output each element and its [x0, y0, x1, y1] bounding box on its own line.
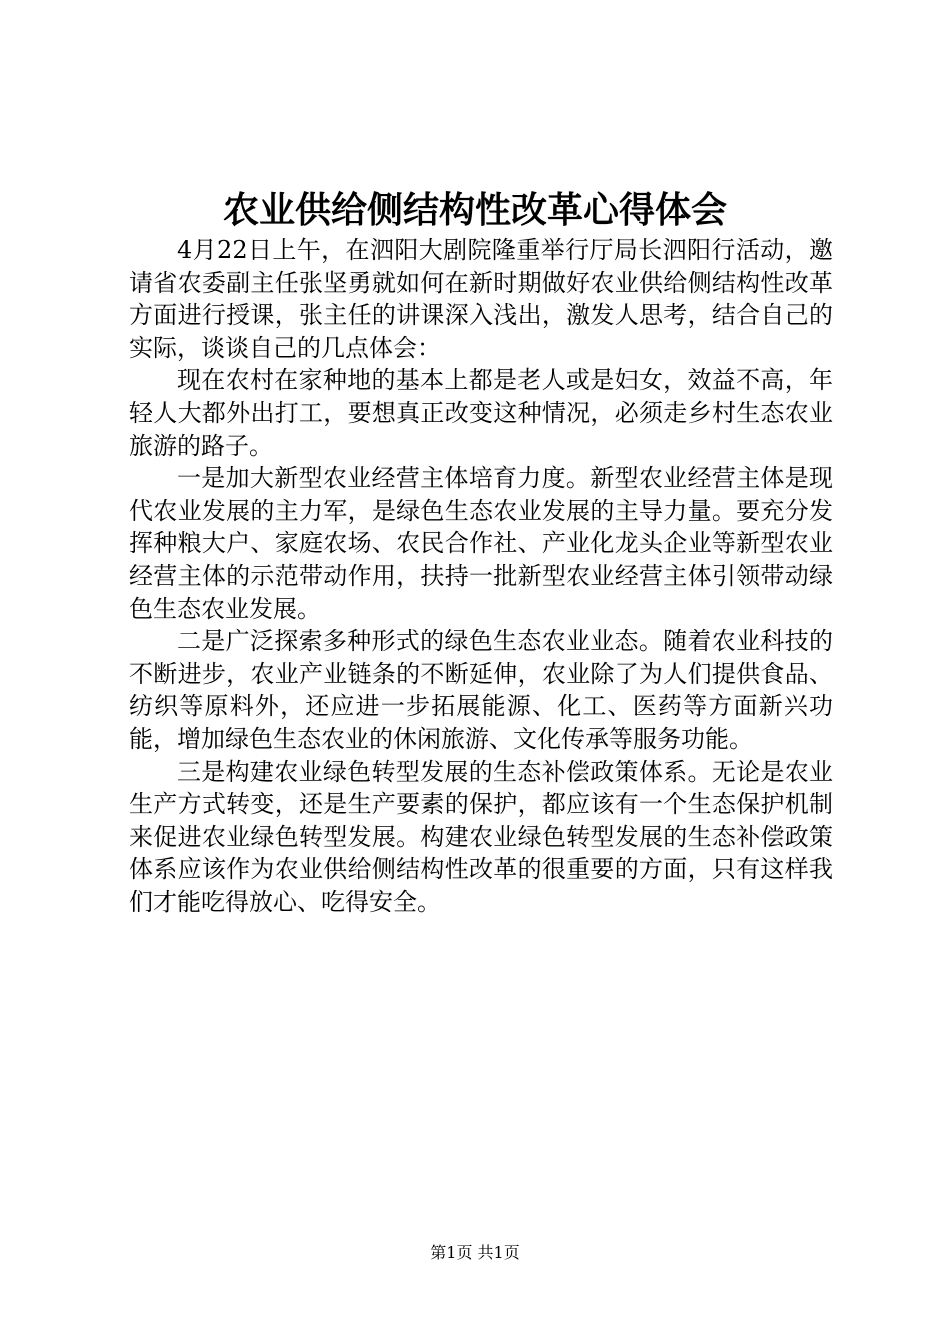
page-title: 农业供给侧结构性改革心得体会 [222, 189, 727, 231]
paragraph-point-two: 二是广泛探索多种形式的绿色生态农业业态。随着农业科技的不断进步，农业产业链条的不断延伸，农业除了为人们提供食品、纺织等原料外，还应进一步拓展能源、化工、医药等方面新兴功能，增加绿色生态农业的休闲旅游、文化传承等服务功能。 [129, 627, 833, 753]
paragraph-current-situation: 现在农村在家种地的基本上都是老人或是妇女，效益不高，年轻人大都外出打工，要想真正改变这种情况，必须走乡村生态农业旅游的路子。 [129, 366, 833, 460]
paragraph-point-one: 一是加大新型农业经营主体培育力度。新型农业经营主体是现代农业发展的主力军，是绿色生态农业发展的主导力量。要充分发挥种粮大户、家庭农场、农民合作社、产业化龙头企业等新型农业经营主体的示范带动作用，扶持一批新型农业经营主体引领带动绿色生态农业发展。 [129, 464, 833, 623]
document-body [129, 234, 833, 918]
paragraph-intro: 4月22日上午，在泗阳大剧院隆重举行厅局长泗阳行活动，邀请省农委副主任张坚勇就如何在新时期做好农业供给侧结构性改革方面进行授课，张主任的讲课深入浅出，激发人思考，结合自己的实际，谈谈自己的几点体会： [129, 236, 833, 362]
page-footer: 第1页 共1页 [430, 1243, 520, 1262]
paragraph-point-three: 三是构建农业绿色转型发展的生态补偿政策体系。无论是农业生产方式转变，还是生产要素的保护，都应该有一个生态保护机制来促进农业绿色转型发展。构建农业绿色转型发展的生态补偿政策体系应该作为农业供给侧结构性改革的很重要的方面，只有这样我们才能吃得放心、吃得安全。 [129, 757, 833, 916]
